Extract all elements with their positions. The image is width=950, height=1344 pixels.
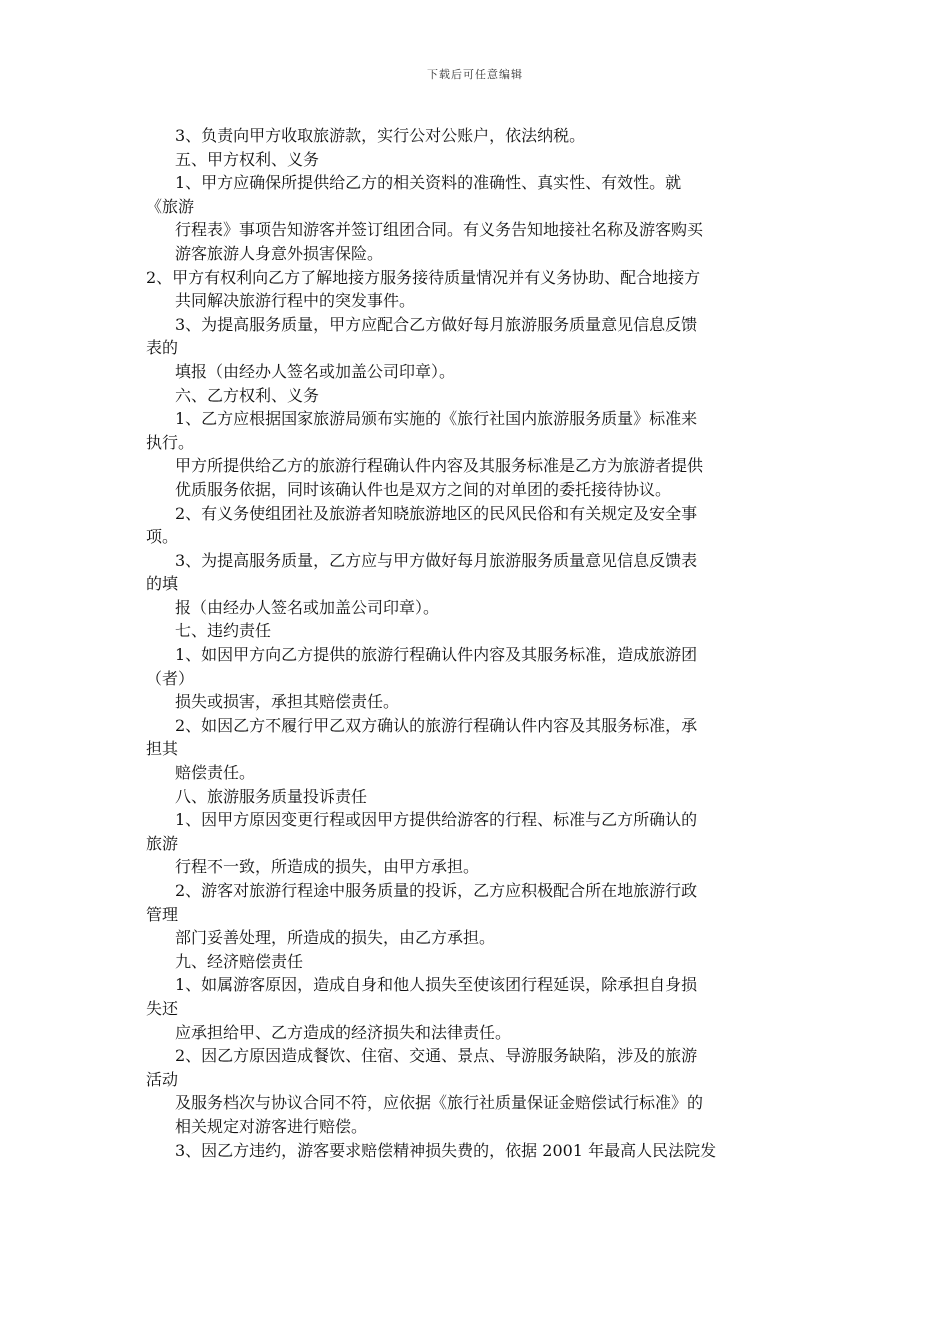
text-line: 损失或损害，承担其赔偿责任。 <box>175 692 400 712</box>
text-line: 行程表》事项告知游客并签订组团合同。有义务告知地接社名称及游客购买 <box>175 220 704 240</box>
text-line: 行程不一致，所造成的损失，由甲方承担。 <box>175 857 480 877</box>
text-line: 六、乙方权利、义务 <box>175 385 320 405</box>
text-line: 及服务档次与协议合同不符，应依据《旅行社质量保证金赔偿试行标准》的 <box>175 1093 704 1113</box>
text-line: 3、负责向甲方收取旅游款，实行公对公账户，依法纳税。 <box>175 126 586 145</box>
text-line: 2、因乙方原因造成餐饮、住宿、交通、景点、导游服务缺陷，涉及的旅游 <box>175 1046 698 1066</box>
text-line: 1、如因甲方向乙方提供的旅游行程确认件内容及其服务标准，造成旅游团 <box>175 645 698 665</box>
text-line: 活动 <box>146 1069 179 1089</box>
text-line: 旅游 <box>146 833 179 853</box>
text-line: 2、有义务使组团社及旅游者知晓旅游地区的民风民俗和有关规定及安全事 <box>175 503 698 523</box>
text-line: 3、为提高服务质量，甲方应配合乙方做好每月旅游服务质量意见信息反馈 <box>175 314 698 334</box>
text-line: 1、甲方应确保所提供给乙方的相关资料的准确性、真实性、有效性。就 <box>175 173 682 193</box>
text-line: 九、经济赔偿责任 <box>175 951 304 971</box>
text-line: 2、甲方有权利向乙方了解地接方服务接待质量情况并有义务协助、配合地接方 <box>146 267 701 287</box>
text-line: 表的 <box>146 338 179 358</box>
document-body <box>146 124 808 1162</box>
text-line: 赔偿责任。 <box>175 763 256 783</box>
text-line: 3、因乙方违约，游客要求赔偿精神损失费的，依据 2001 年最高人民法院发 <box>175 1140 717 1160</box>
text-line: 2、如因乙方不履行甲乙双方确认的旅游行程确认件内容及其服务标准，承 <box>175 715 698 735</box>
text-line: 优质服务依据，同时该确认件也是双方之间的对单团的委托接待协议。 <box>175 479 672 499</box>
text-line: 1、因甲方原因变更行程或因甲方提供给游客的行程、标准与乙方所确认的 <box>175 810 698 830</box>
text-line: 共同解决旅游行程中的突发事件。 <box>175 291 416 311</box>
text-line: 甲方所提供给乙方的旅游行程确认件内容及其服务标准是乙方为旅游者提供 <box>175 456 704 476</box>
text-line: 1、乙方应根据国家旅游局颁布实施的《旅行社国内旅游服务质量》标准来 <box>175 409 698 429</box>
text-line: 管理 <box>146 904 179 924</box>
text-line: 项。 <box>146 527 179 547</box>
text-line: 担其 <box>146 739 179 759</box>
text-line: 1、如属游客原因，造成自身和他人损失至使该团行程延误，除承担自身损 <box>175 975 698 995</box>
text-line: （者） <box>146 668 195 688</box>
text-line: 执行。 <box>146 432 195 452</box>
text-line: 相关规定对游客进行赔偿。 <box>175 1116 368 1136</box>
text-line: 2、游客对旅游行程途中服务质量的投诉，乙方应积极配合所在地旅游行政 <box>175 881 698 900</box>
text-line: 应承担给甲、乙方造成的经济损失和法律责任。 <box>175 1022 512 1042</box>
text-line: 的填 <box>146 574 179 594</box>
text-line: 失还 <box>146 998 179 1018</box>
page-header: 下载后可任意编辑 <box>427 68 523 81</box>
text-line: 游客旅游人身意外损害保险。 <box>175 243 384 263</box>
text-line: 八、旅游服务质量投诉责任 <box>175 786 368 806</box>
text-line: 填报（由经办人签名或加盖公司印章）。 <box>175 361 456 381</box>
text-line: 3、为提高服务质量，乙方应与甲方做好每月旅游服务质量意见信息反馈表 <box>175 550 698 570</box>
text-line: 七、违约责任 <box>175 621 272 641</box>
text-line: 五、甲方权利、义务 <box>175 149 320 169</box>
text-line: 部门妥善处理，所造成的损失，由乙方承担。 <box>175 928 496 948</box>
text-line: 《旅游 <box>146 196 195 216</box>
text-line: 报（由经办人签名或加盖公司印章）。 <box>175 597 440 617</box>
